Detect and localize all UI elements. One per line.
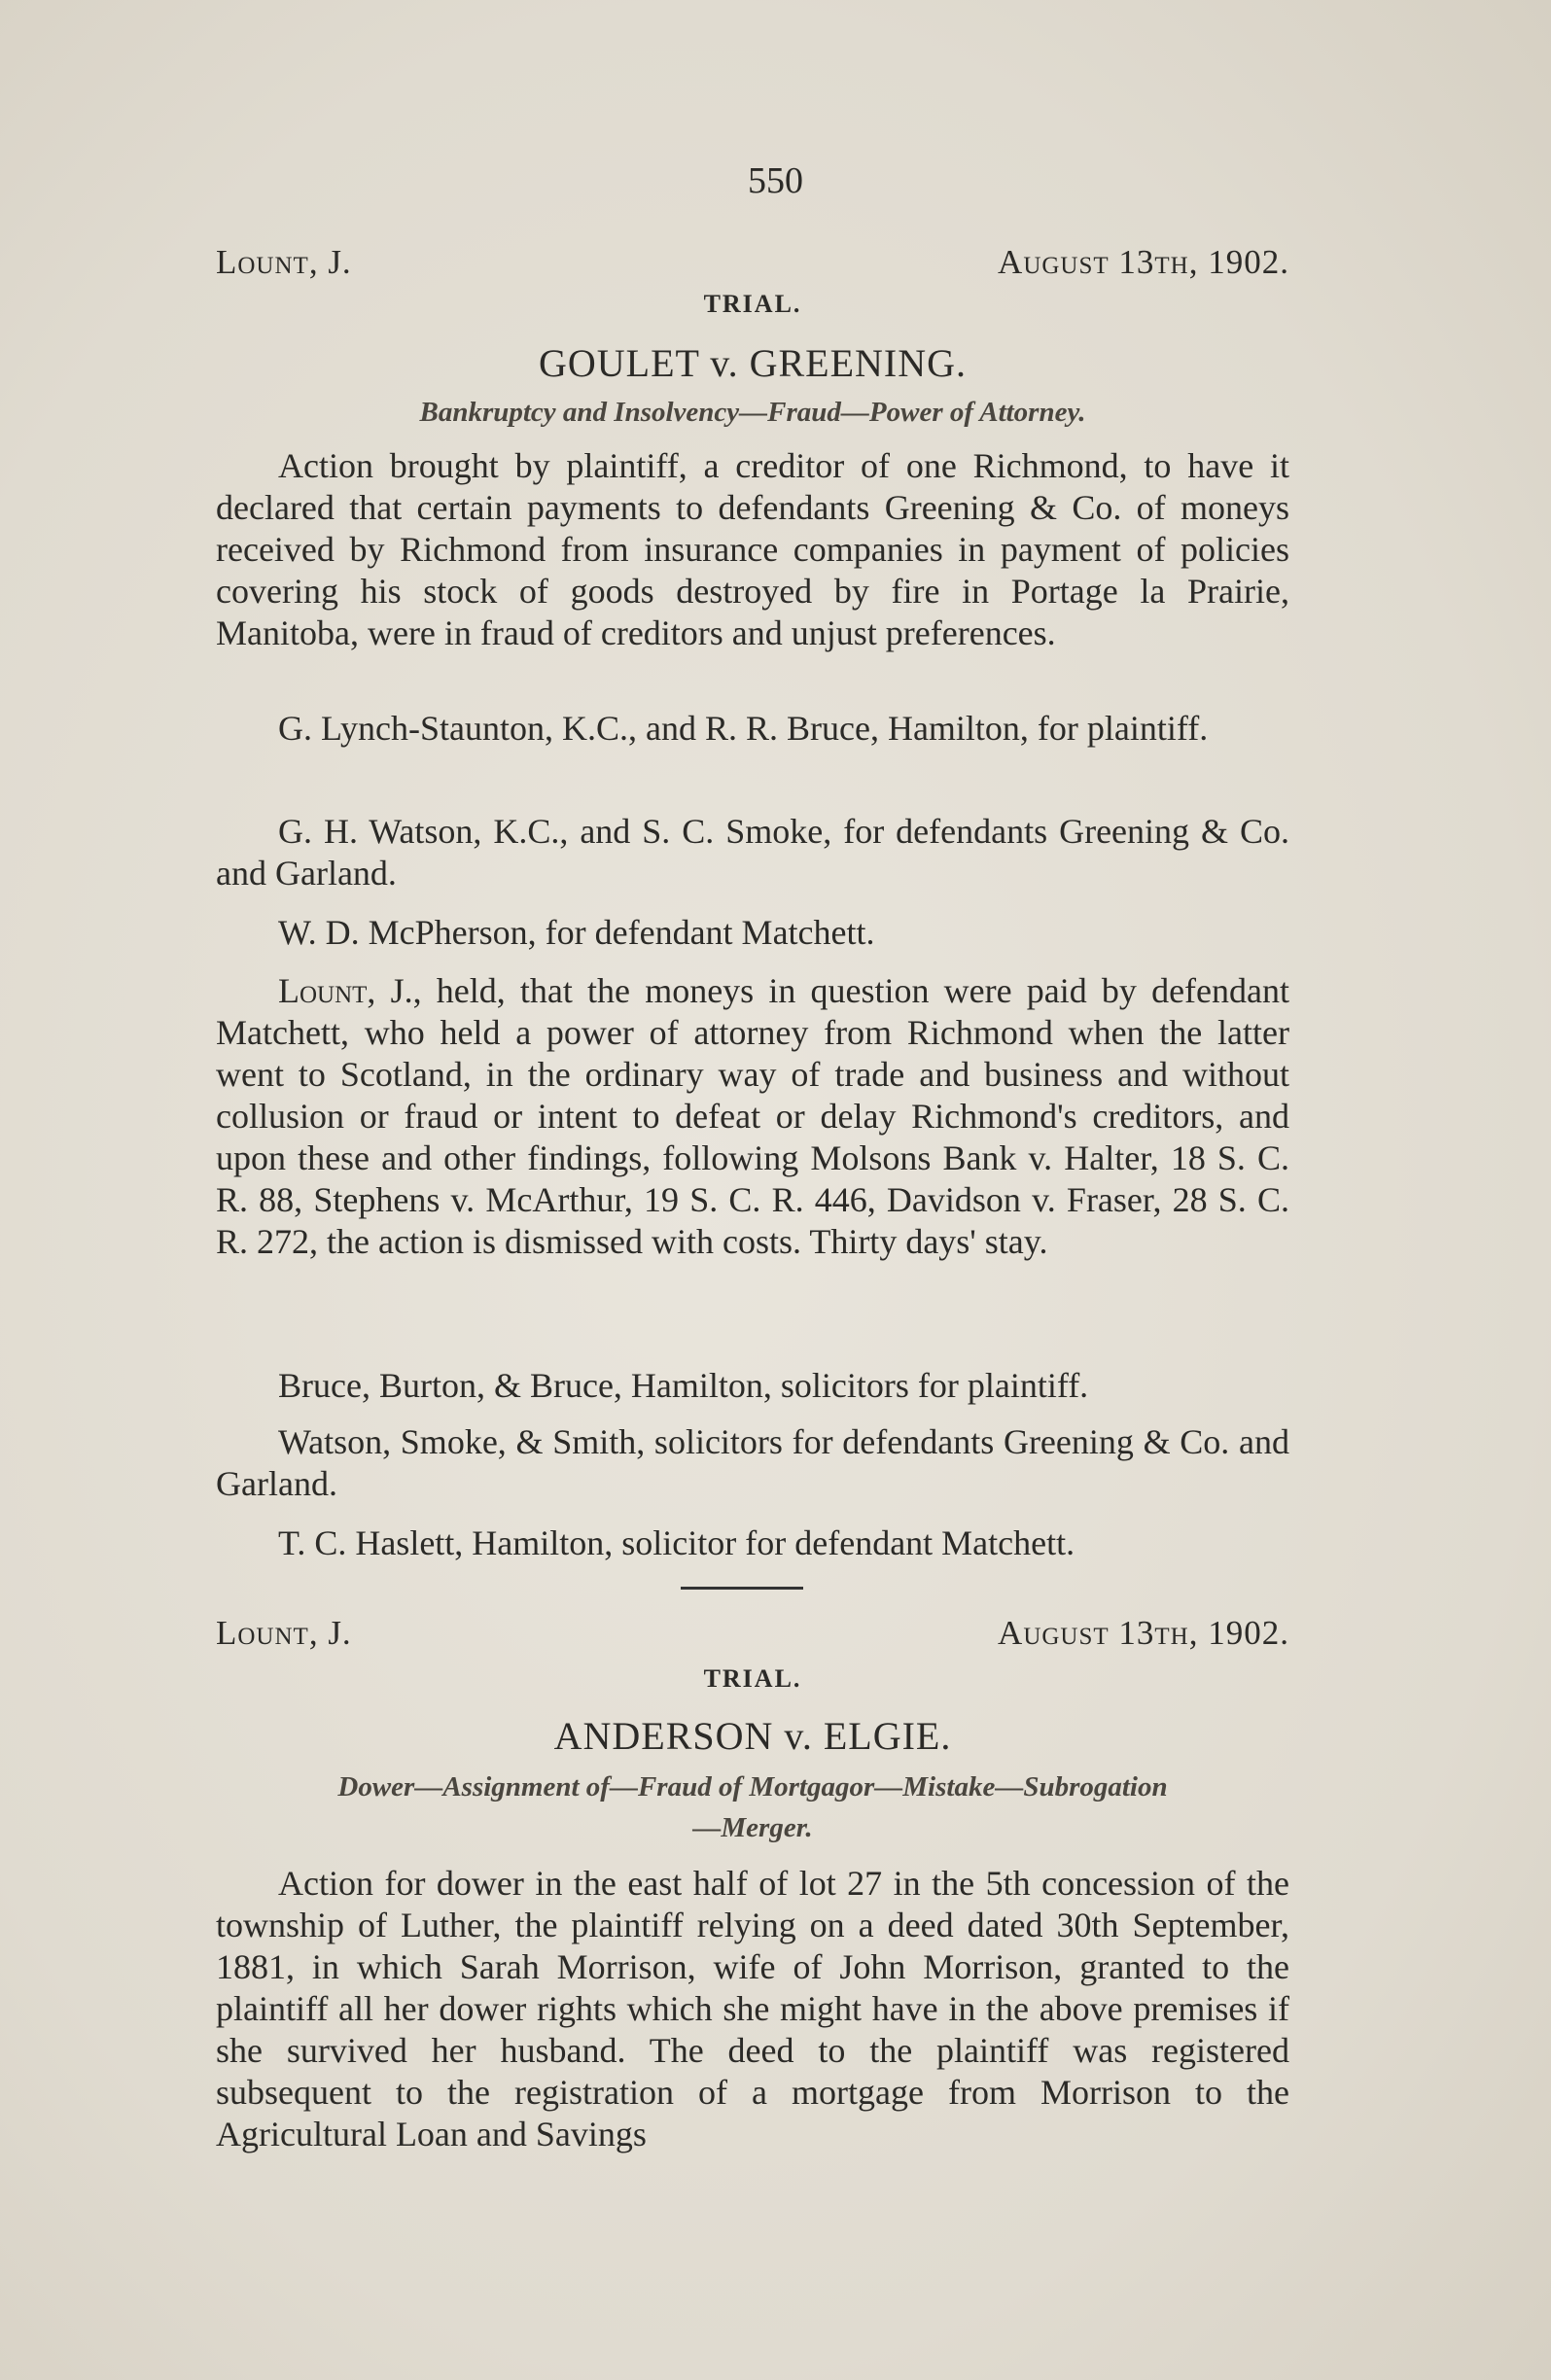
judgment-text: , held, that the moneys in question were paid by defendant Matchett, who held a power of attorney from Richmond when the latter went to Scotland, in the ordinary way of trade and business and without collusion or fraud or intent to defeat or delay Richmond's creditors, and upon these and other findings, following Molsons Bank v. Halter, 18 S. C. R. 88, Stephens v. McArthur, 19 S. C. R. 446, Davidson v. Fraser, 28 S. C. R. 272, the action is dismissed with costs. Thirty days' stay. [216,971,1290,1261]
case-2-headnote-line-2: —Merger. [692,1812,813,1843]
case-1-title: GOULET v. GREENING. [538,341,968,385]
case-1-judge: Lount, J. [216,243,352,281]
case-1-date: August 13th, 1902. [998,243,1289,281]
page-number: 550 [748,160,803,201]
section-divider [681,1587,803,1590]
case-2-headnote-line-1: Dower—Assignment of—Fraud of Mortgagor—Mistake—Subrogation [337,1771,1168,1802]
case-2-date: August 13th, 1902. [998,1614,1289,1652]
case-1-judgment [216,970,1289,1263]
case-2-judge: Lount, J. [216,1614,352,1652]
judgment-judge-name: Lount, J. [278,971,413,1010]
case-1-trial-label: TRIAL. [703,290,802,318]
case-1-solicitors-plaintiff: Bruce, Burton, & Bruce, Hamilton, solicitors for plaintiff. [278,1366,1089,1405]
case-1-headnote: Bankruptcy and Insolvency—Fraud—Power of Attorney. [419,397,1086,428]
case-1-facts: Action brought by plaintiff, a creditor of one Richmond, to have it declared that certain payments to defendants Greening & Co. of moneys received by Richmond from insurance companies in payment of policies covering his stock of goods destroyed by fire in Portage la Prairie, Manitoba, were in fraud of creditors and unjust preferences. [216,446,1289,652]
case-1-counsel-defendants: G. H. Watson, K.C., and S. C. Smoke, for defendants Greening & Co. and Garland. [216,812,1289,892]
case-2-trial-label: TRIAL. [703,1664,802,1693]
case-1-counsel-plaintiff: G. Lynch-Staunton, K.C., and R. R. Bruce, Hamilton, for plaintiff. [278,709,1209,748]
case-1-solicitors-defendants: Watson, Smoke, & Smith, solicitors for defendants Greening & Co. and Garland. [216,1422,1289,1503]
case-2-facts: Action for dower in the east half of lot 27 in the 5th concession of the township of Luther, the plaintiff relying on a deed dated 30th September, 1881, in which Sarah Morrison, wife of John Morrison, granted to the plaintiff all her dower rights which she might have in the above premises if she survived her husband. The deed to the plaintiff was registered subsequent to the registration of a mortgage from Morrison to the Agricultural Loan and Savings [216,1864,1289,2153]
case-1-header [216,243,1289,282]
case-2-title: ANDERSON v. ELGIE. [553,1714,952,1758]
case-1-counsel-matchett: W. D. McPherson, for defendant Matchett. [278,913,875,952]
case-1-solicitor-matchett: T. C. Haslett, Hamilton, solicitor for defendant Matchett. [278,1523,1075,1562]
case-2-header [216,1614,1289,1653]
